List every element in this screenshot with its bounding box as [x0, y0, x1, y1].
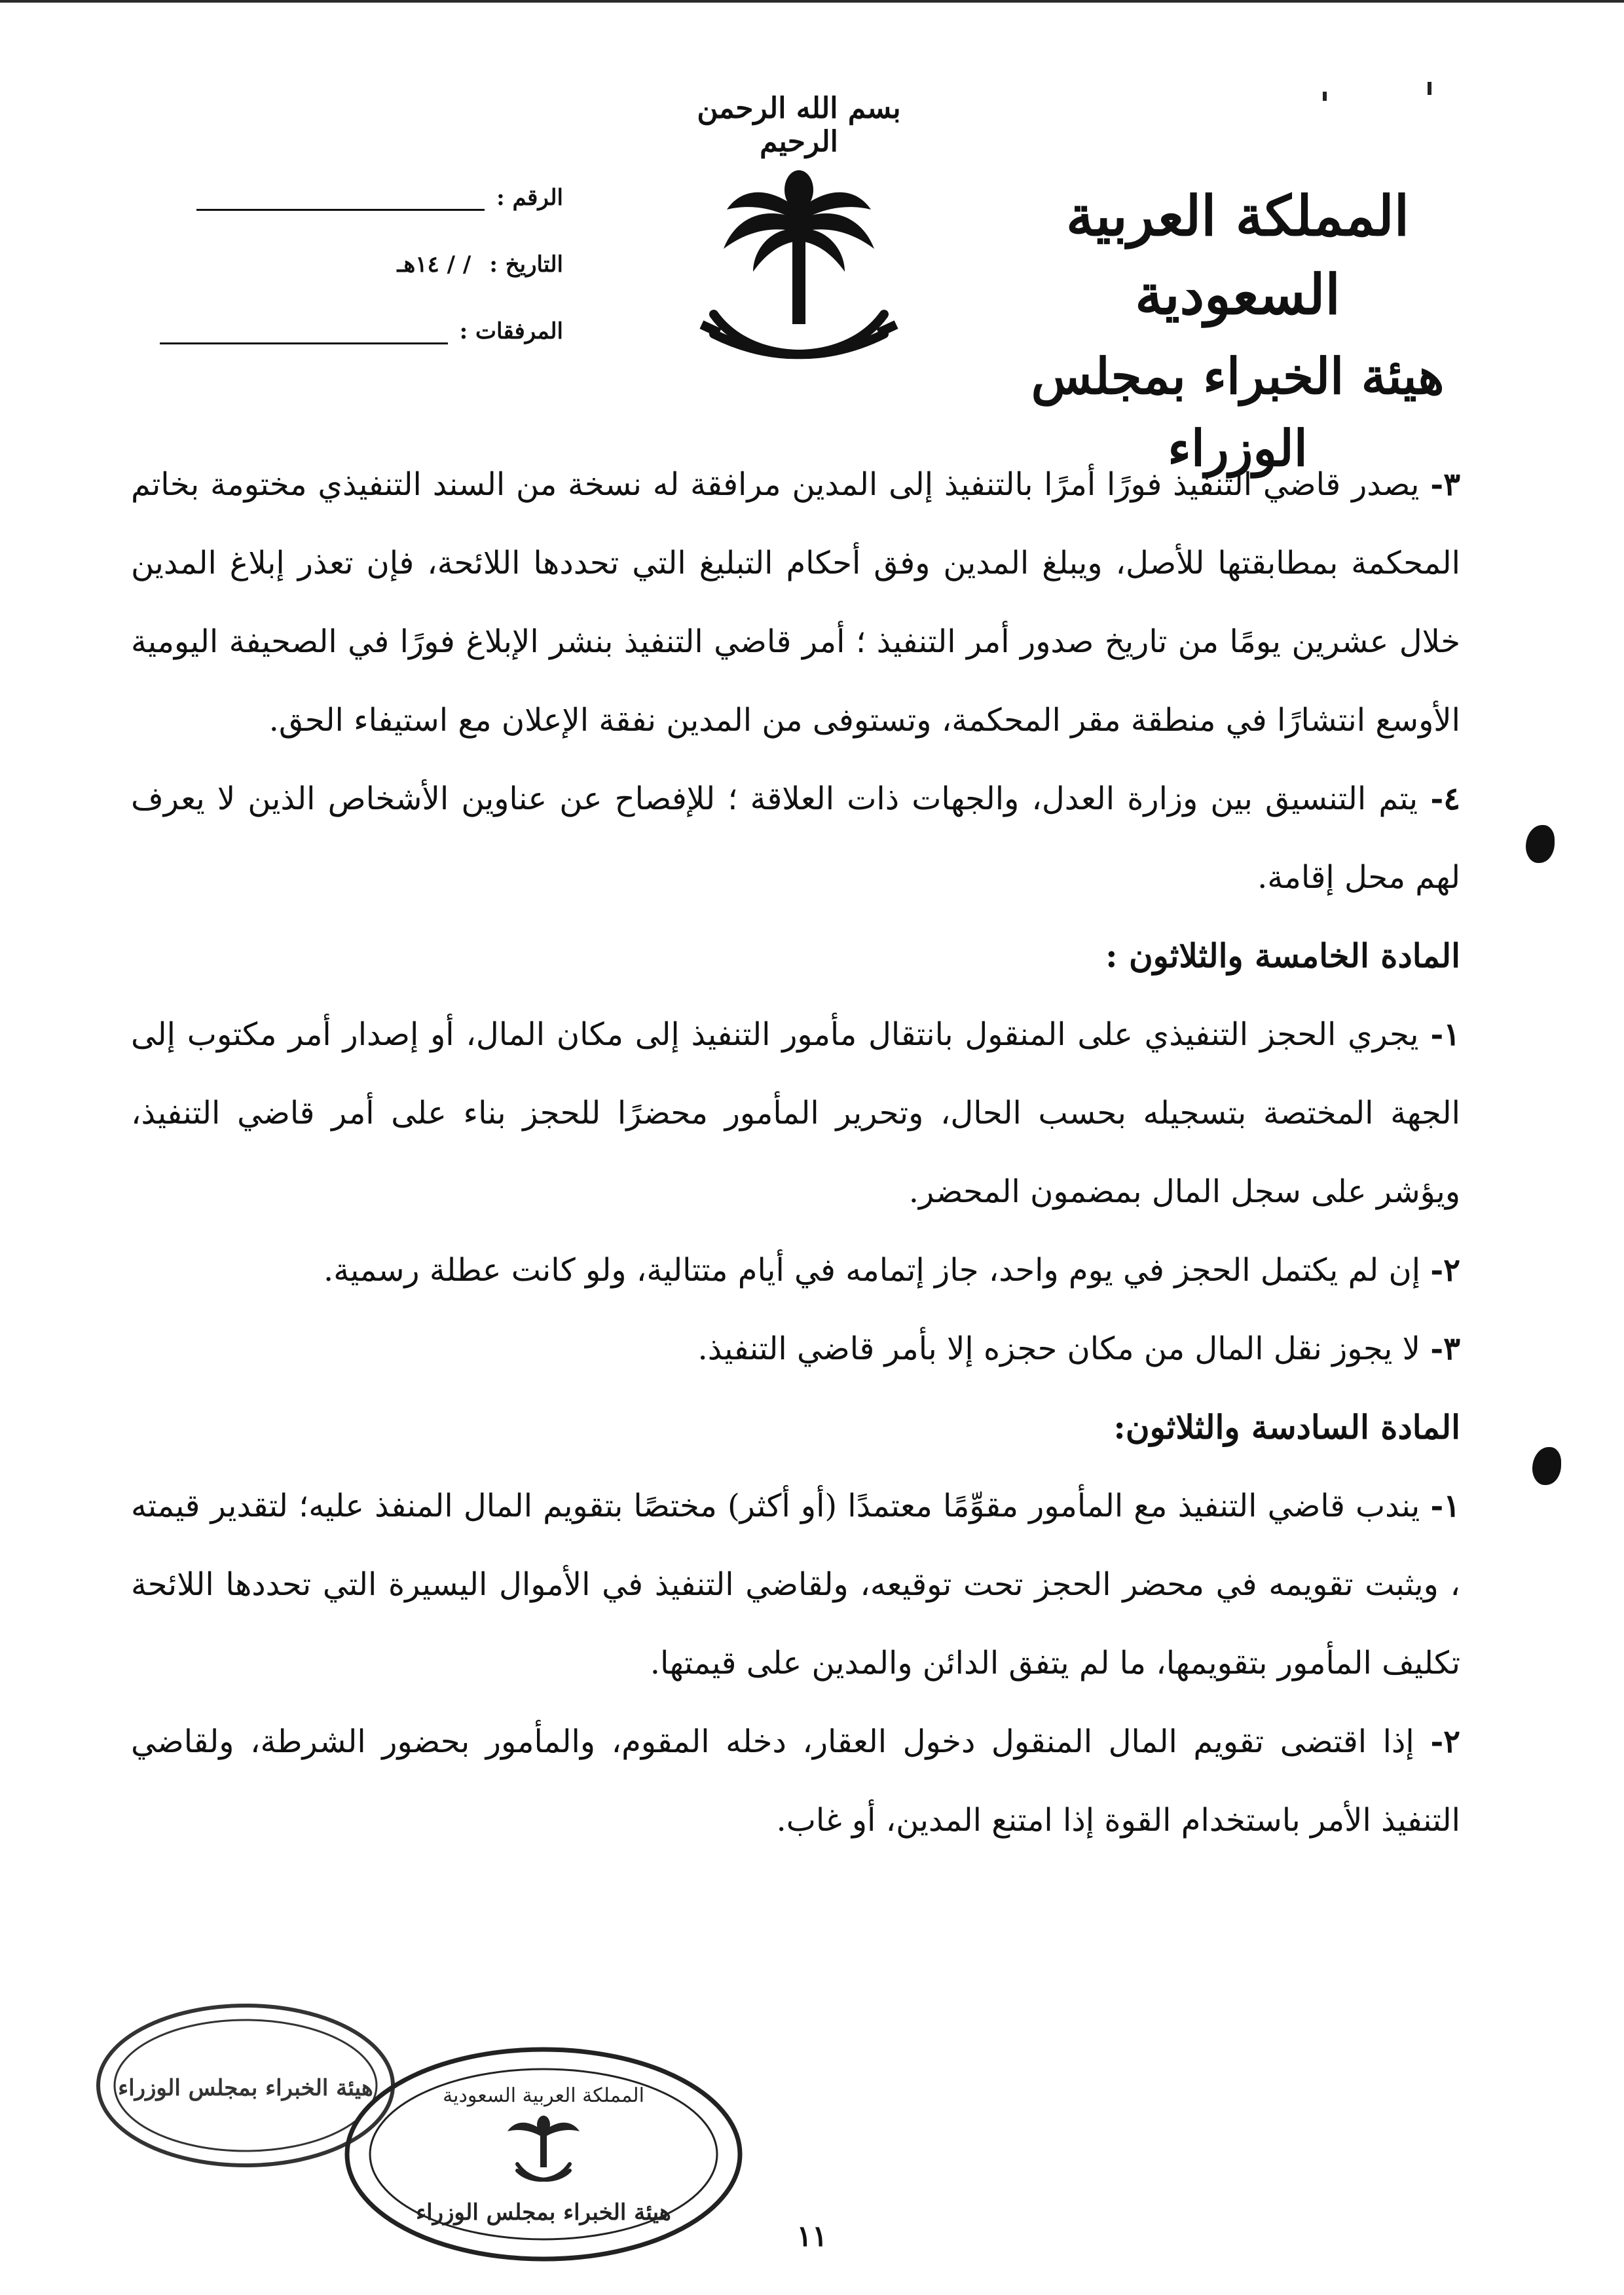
- attachments-row: [92, 304, 563, 344]
- organization-header: [982, 177, 1493, 485]
- clause-paragraph: [131, 1231, 1460, 1310]
- clause-paragraph: [131, 760, 1460, 917]
- page-number: ١١: [796, 2220, 828, 2253]
- date-value: / / ١٤هـ: [397, 251, 471, 278]
- attachments-line: [160, 319, 448, 344]
- document-body: [131, 445, 1460, 1860]
- basmala: بسم الله الرحمن الرحيم: [697, 92, 901, 158]
- clause-paragraph: [131, 995, 1460, 1231]
- clause-paragraph: [131, 1702, 1460, 1860]
- clause-paragraph: [131, 445, 1460, 760]
- stamp-bottom-text: هيئة الخبراء بمجلس الوزراء: [416, 2199, 671, 2226]
- stamp-top-text: المملكة العربية السعودية: [443, 2084, 644, 2107]
- palm-and-swords-emblem-icon: [688, 164, 910, 386]
- clause-paragraph: [131, 1467, 1460, 1702]
- article-heading: المادة الخامسة والثلاثون :: [1105, 936, 1460, 975]
- date-label: التاريخ :: [489, 251, 563, 278]
- reference-number-label: الرقم :: [496, 185, 563, 211]
- clause-text: إذا اقتضى تقويم المال المنقول دخول العقار، دخله المقوم، والمأمور بحضور الشرطة، ولقاضي التنفيذ الأمر باستخدام القوة إذا امتنع المدين، أو غاب.: [131, 1723, 1460, 1839]
- clause-text: لا يجوز نقل المال من مكان حجزه إلا بأمر قاضي التنفيذ.: [697, 1331, 1421, 1367]
- clause-number: ١-: [1430, 1488, 1461, 1524]
- top-border: [0, 0, 1624, 3]
- organization-name: هيئة الخبراء بمجلس الوزراء: [1031, 347, 1445, 477]
- clause-number: ١-: [1430, 1016, 1461, 1053]
- clause-text: يصدر قاضي التنفيذ فورًا أمرًا بالتنفيذ إلى المدين مرافقة له نسخة من السند التنفيذي مختومة بخاتم المحكمة بمطابقتها للأصل، ويبلغ المدين وفق أحكام التبليغ التي تحددها اللائحة، فإن تعذر إبلاغ المدين خلال عشرين يومًا من تاريخ صدور أمر التنفيذ ؛ أمر قاضي التنفيذ بنشر الإبلاغ فورًا في الصحيفة اليومية الأوسع انتشارًا في منطقة مقر المحكمة، وتستوفى من المدين نفقة الإعلان مع استيفاء الحق.: [131, 466, 1460, 739]
- ink-blot: [1532, 1447, 1561, 1485]
- scan-speck: [1428, 82, 1431, 95]
- stamp-text: هيئة الخبراء بمجلس الوزراء: [118, 2075, 373, 2101]
- scan-speck: [1323, 92, 1327, 101]
- clause-number: ٢-: [1430, 1723, 1461, 1760]
- clause-text: يجري الحجز التنفيذي على المنقول بانتقال مأمور التنفيذ إلى مكان المال، أو إصدار أمر مكتوب إلى الجهة المختصة بتسجيله بحسب الحال، وتحرير المأمور محضرًا للحجز بناء على أمر قاضي التنفيذ، ويؤشر على سجل المال بمضمون المحضر.: [131, 1016, 1461, 1210]
- date-row: [92, 237, 563, 278]
- reference-number-line: [196, 185, 485, 211]
- clause-number: ٣-: [1430, 466, 1460, 503]
- clause-paragraph: [131, 1310, 1460, 1388]
- clause-text: يتم التنسيق بين وزارة العدل، والجهات ذات العلاقة ؛ للإفصاح عن عناوين الأشخاص الذين لا يعرف لهم محل إقامة.: [131, 780, 1460, 896]
- clause-number: ٢-: [1430, 1252, 1460, 1289]
- clause-text: إن لم يكتمل الحجز في يوم واحد، جاز إتمامه في أيام متتالية، ولو كانت عطلة رسمية.: [323, 1252, 1421, 1289]
- clause-number: ٣-: [1430, 1331, 1460, 1367]
- reference-fields: [92, 170, 563, 371]
- attachments-label: المرفقات :: [459, 318, 563, 344]
- clause-number: ٤-: [1430, 780, 1461, 817]
- clause-text: يندب قاضي التنفيذ مع المأمور مقوِّمًا معتمدًا (أو أكثر) مختصًا بتقويم المال المنفذ عليه؛ لتقدير قيمته ، ويثبت تقويمه في محضر الحجز تحت توقيعه، ولقاضي التنفيذ في الأموال اليسيرة التي تحددها اللائحة تكليف المأمور بتقويمها، ما لم يتفق الدائن والمدين على قيمتها.: [131, 1488, 1460, 1681]
- country-name: المملكة العربية السعودية: [1065, 183, 1410, 327]
- ink-blot: [1526, 825, 1555, 863]
- article-heading: المادة السادسة والثلاثون:: [1113, 1408, 1460, 1446]
- official-seal-stamp-icon: [341, 2043, 747, 2266]
- reference-number-row: [92, 170, 563, 211]
